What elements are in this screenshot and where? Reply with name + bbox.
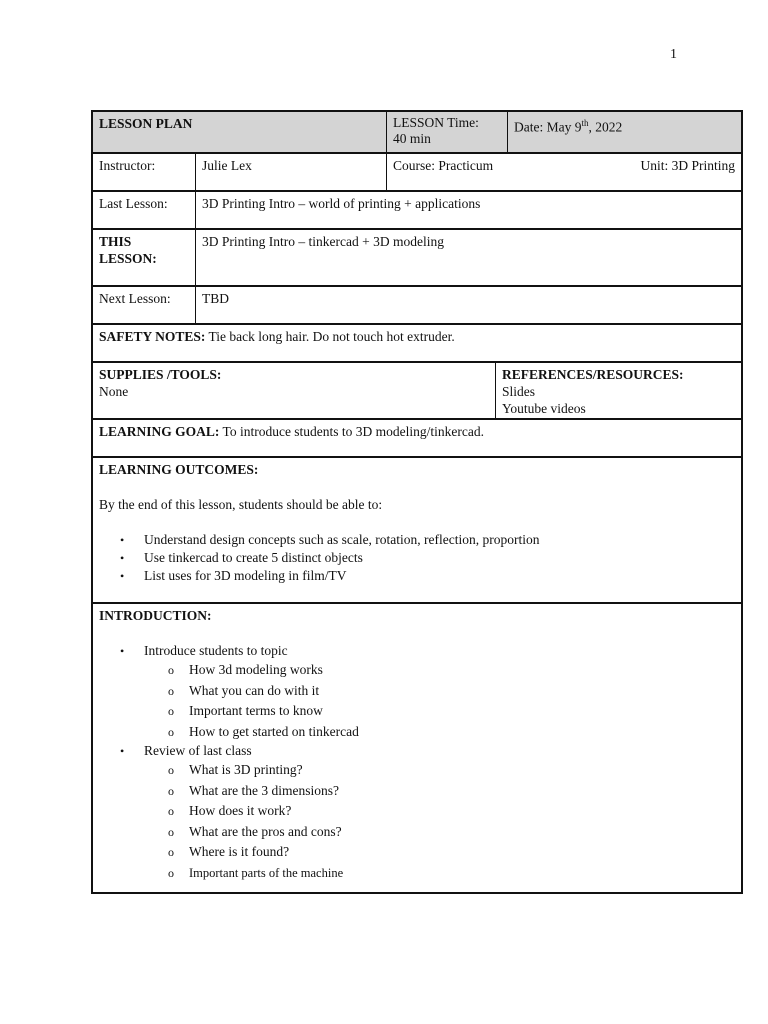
sub-item-text: Important parts of the machine: [189, 865, 344, 880]
lesson-time-cell: [386, 112, 507, 152]
sub-item-text: What you can do with it: [189, 682, 320, 698]
sub-list-item: [99, 863, 735, 884]
this-lesson-value: 3D Printing Intro – tinkercad + 3D modeling: [195, 230, 741, 285]
this-lesson-label-line-2: LESSON:: [99, 251, 157, 266]
sub-list-item: [99, 722, 735, 743]
sub-list-item: [99, 842, 735, 863]
introduction-label: INTRODUCTION:: [99, 608, 212, 623]
sub-item-text: How 3d modeling works: [189, 662, 323, 677]
learning-outcomes-row: [93, 456, 741, 602]
references-cell: [495, 363, 741, 418]
next-lesson-value: TBD: [195, 287, 741, 323]
this-lesson-label: [93, 230, 195, 285]
lesson-time-value: 40 min: [393, 131, 431, 146]
introduction-cell: [93, 604, 741, 892]
lesson-time-label: LESSON Time:: [393, 115, 479, 130]
unit-text: Unit: 3D Printing: [640, 158, 735, 173]
learning-outcomes-list: [99, 531, 735, 585]
this-lesson-label-line-1: THIS: [99, 234, 132, 249]
sub-bullet-marker: o: [168, 724, 174, 739]
next-lesson-label: Next Lesson:: [99, 291, 171, 306]
learning-outcomes-cell: [93, 458, 741, 602]
list-item: • Introduce students to topic: [99, 642, 735, 660]
supplies-cell: [93, 363, 495, 418]
course-unit-cell: [386, 154, 741, 190]
last-lesson-label: Last Lesson:: [99, 196, 168, 211]
sub-bullet-marker: o: [168, 804, 174, 818]
references-label: REFERENCES/RESOURCES:: [502, 367, 684, 382]
supplies-value: None: [99, 384, 129, 399]
instructor-value: Julie Lex: [195, 154, 386, 190]
lesson-plan-title: LESSON PLAN: [99, 116, 193, 131]
next-lesson-row: [93, 285, 741, 323]
sub-list-item: [99, 822, 735, 843]
header-row: [93, 112, 741, 152]
sub-item-text: Where is it found?: [189, 844, 290, 859]
learning-goal-text: To introduce students to 3D modeling/tinkercad.: [219, 424, 485, 439]
sub-bullet-marker: o: [168, 763, 174, 777]
lesson-plan-title-cell: [93, 112, 386, 152]
learning-outcomes-label: LEARNING OUTCOMES:: [99, 462, 259, 477]
safety-notes-label: SAFETY NOTES:: [99, 329, 206, 344]
last-lesson-row: [93, 190, 741, 228]
sub-list-item: [99, 681, 735, 702]
list-item: • Review of last class: [99, 742, 735, 760]
introduction-list: [99, 642, 735, 883]
sub-item-text: How does it work?: [189, 803, 292, 818]
sub-bullet-marker: o: [168, 865, 174, 880]
sub-item-text: What are the pros and cons?: [189, 823, 342, 839]
date-prefix: Date: May 9: [514, 119, 582, 135]
sub-bullet-marker: o: [168, 704, 174, 718]
reference-item: Slides: [502, 384, 536, 399]
sub-list-item: [99, 781, 735, 802]
reference-item: Youtube videos: [502, 401, 586, 416]
sub-item-text: What are the 3 dimensions?: [189, 782, 339, 798]
list-item: • Understand design concepts such as scale, rotation, reflection, proportion: [99, 531, 735, 549]
sub-bullet-marker: o: [168, 783, 174, 798]
learning-goal-label: LEARNING GOAL:: [99, 424, 220, 439]
sub-list-item: [99, 701, 735, 722]
sub-item-text: What is 3D printing?: [189, 762, 303, 777]
date-cell: [507, 112, 741, 152]
this-lesson-row: [93, 228, 741, 285]
safety-notes-row: [93, 323, 741, 361]
instructor-row: [93, 152, 741, 190]
sub-list-item: [99, 801, 735, 822]
sub-list-item: [99, 760, 735, 781]
learning-goal-row: [93, 418, 741, 456]
instructor-label: Instructor:: [99, 158, 156, 173]
supplies-references-row: [93, 361, 741, 418]
page-number: 1: [670, 47, 677, 62]
course-text: Course: Practicum: [393, 158, 494, 173]
learning-goal-cell: [93, 420, 741, 456]
supplies-label: SUPPLIES /TOOLS:: [99, 367, 222, 382]
introduction-row: [93, 602, 741, 892]
list-item: • Use tinkercad to create 5 distinct objects: [99, 549, 735, 567]
sub-item-text: How to get started on tinkercad: [189, 723, 359, 739]
sub-bullet-marker: o: [168, 663, 174, 677]
sub-bullet-marker: o: [168, 824, 174, 839]
date-superscript: th: [581, 118, 589, 128]
safety-notes-text: Tie back long hair. Do not touch hot extruder.: [205, 329, 455, 344]
last-lesson-value: 3D Printing Intro – world of printing + applications: [195, 192, 741, 228]
sub-item-text: Important terms to know: [189, 703, 323, 718]
sub-list-item: [99, 660, 735, 681]
sub-bullet-marker: o: [168, 845, 174, 859]
sub-bullet-marker: o: [168, 683, 174, 698]
safety-notes-cell: [93, 325, 741, 361]
date-suffix: , 2022: [588, 119, 623, 135]
list-item: • List uses for 3D modeling in film/TV: [99, 567, 735, 585]
lesson-plan-table: [91, 110, 743, 894]
learning-outcomes-intro: By the end of this lesson, students should be able to:: [99, 497, 383, 512]
